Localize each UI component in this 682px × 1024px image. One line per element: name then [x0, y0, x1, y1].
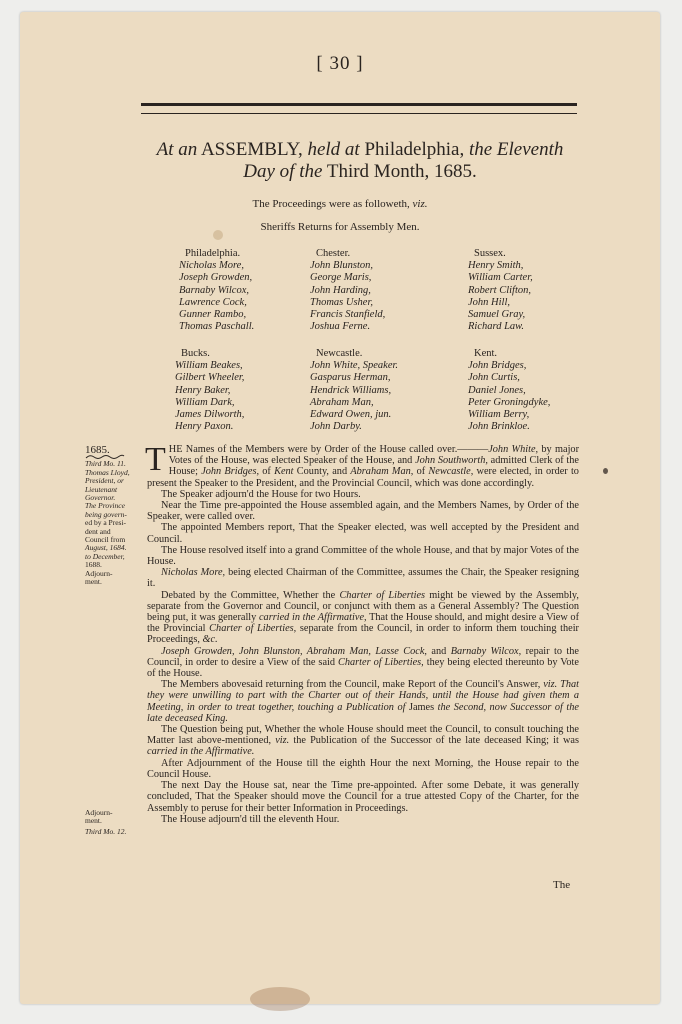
- margin-line: Adjourn-: [85, 808, 113, 817]
- text-run: being elected Chairman of the Committee, assumes the Chair, the Speaker resigning it.: [147, 567, 579, 590]
- county-chester: [310, 248, 385, 333]
- margin-line: Council from: [85, 535, 126, 545]
- italic-run: carried in the Affirmative.: [147, 746, 255, 758]
- margin-note-adjournment: [85, 809, 147, 826]
- margin-line: The Province: [85, 501, 125, 511]
- margin-line: President, or: [85, 476, 124, 486]
- text-run: HE Names of the Members were by Order of the House called over.———: [168, 444, 489, 455]
- member-name: Samuel Gray,: [468, 309, 526, 321]
- member-name: Thomas Paschall.: [179, 321, 255, 333]
- margin-line: Third Mo. 11.: [85, 459, 126, 469]
- text-run: County, and: [293, 466, 351, 478]
- italic-run: John White,: [488, 444, 539, 455]
- italic-run: Charter of Liberties,: [209, 623, 297, 635]
- text-run: of: [259, 466, 275, 478]
- text-run: of: [413, 466, 429, 478]
- county-heading: Newcastle.: [316, 348, 363, 359]
- county-heading: Sussex.: [474, 248, 506, 259]
- margin-lines-4: [85, 528, 147, 545]
- margin-line: being govern-: [85, 509, 127, 519]
- county-heading: Kent.: [474, 348, 498, 359]
- italic-run: &c.: [202, 634, 218, 646]
- member-name: William Berry,: [468, 409, 530, 421]
- county-newcastle: [310, 348, 398, 433]
- stain-bottom: [250, 987, 310, 1011]
- italic-run: Barnaby Wilcox,: [450, 645, 522, 657]
- margin-lines-5: [85, 544, 147, 561]
- margin-line: Thomas Lloyd,: [85, 467, 130, 477]
- member-name: Henry Paxon.: [175, 421, 234, 433]
- margin-lines-2: [85, 469, 147, 519]
- member-name: Francis Stanfield,: [310, 309, 386, 321]
- county-heading: Chester.: [316, 248, 351, 259]
- margin-lines-6: [85, 561, 147, 586]
- text-run: The next Day the House sat, near the Time pre-appointed. After some Debate, it was generally concluded, That the Speaker should move the Council for a true attested Copy of the Charter, for the Assembly to peruse for their better Information in Proceedings.: [147, 780, 579, 814]
- italic-run: Charter of Liberties,: [338, 656, 424, 668]
- italic-run: John Bridges,: [201, 466, 260, 478]
- text-run: James: [405, 701, 438, 713]
- paragraph-3: [147, 500, 579, 522]
- county-sussex: [468, 248, 533, 333]
- member-name: Richard Law.: [468, 321, 525, 333]
- margin-line: to December,: [85, 551, 125, 561]
- member-name: George Maris,: [310, 272, 372, 284]
- member-name: John Brinkloe.: [468, 421, 530, 433]
- text-run: might be viewed by the Assembly, separate from the Governor and Council, or conjunct with them as a General Assembly? The Question being put, it was generally: [147, 589, 579, 624]
- member-name: Henry Baker,: [175, 384, 231, 396]
- member-name: William Dark,: [175, 396, 235, 408]
- margin-line: dent and: [85, 526, 111, 536]
- italic-run: viz.: [275, 735, 290, 747]
- text-run: The Members abovesaid returning from the Council, make Report of the Council's Answer,: [161, 679, 544, 691]
- drop-cap: T: [145, 441, 166, 478]
- margin-line: ment.: [85, 816, 102, 826]
- member-name: John Hill,: [468, 296, 510, 308]
- member-name: John Curtis,: [468, 372, 520, 384]
- paragraph-11: [147, 758, 579, 780]
- text-run: That the House should, and might desire a View of the Provincial: [147, 612, 579, 635]
- member-name: Gunner Rambo,: [179, 309, 247, 321]
- italic-run: viz. That they were unwilling to part with the Charter out of their Hands, until the House had given them a Meeting, in order to treat together, touching a Publication of: [147, 679, 579, 713]
- text-run: The Speaker adjourn'd the House for two Hours.: [161, 488, 361, 500]
- italic-run: the Second, now Successor of the late deceased King.: [147, 701, 579, 724]
- member-name: Lawrence Cock,: [179, 296, 247, 308]
- margin-line: ed by a Presi-: [85, 518, 127, 528]
- text-run: they being elected thereunto by Vote of the House.: [147, 656, 579, 680]
- member-name: Peter Groningdyke,: [468, 396, 551, 408]
- paragraph-13: [147, 814, 579, 825]
- paragraph-1: [145, 441, 580, 489]
- proceedings-text: [145, 441, 580, 825]
- county-heading: Bucks.: [181, 348, 210, 359]
- ink-dot: [603, 468, 608, 474]
- paragraph-2: [147, 489, 579, 500]
- paragraph-6: [147, 567, 579, 589]
- page-title: At an ASSEMBLY, held at Philadelphia, the Eleventh Day of the Third Month, 1685.: [156, 139, 564, 182]
- text-run: the Publication of the Successor of the late deceased King; it was: [289, 735, 579, 747]
- margin-line: Adjourn-: [85, 568, 113, 578]
- italic-run: Nicholas More,: [161, 567, 226, 579]
- text-run: repair to the Council, in order to desire a View of the said: [147, 645, 579, 668]
- text-run: The Question being put, Whether the whole House should meet the Council, to consult touching the Matter last above-mentioned,: [147, 724, 579, 747]
- member-name: Hendrick Williams,: [310, 384, 392, 396]
- italic-run: Joseph Growden, John Blunston, Abraham Man, Lasse Cock,: [161, 645, 427, 657]
- member-name: Gilbert Wheeler,: [175, 372, 245, 384]
- member-name: Thomas Usher,: [310, 296, 374, 308]
- margin-line: ment.: [85, 577, 102, 587]
- member-name: William Carter,: [468, 272, 533, 284]
- member-name: Gasparus Herman,: [310, 372, 391, 384]
- member-name: Robert Clifton,: [468, 284, 531, 296]
- member-name: Daniel Jones,: [468, 384, 526, 396]
- italic-run: John Southworth,: [415, 455, 488, 467]
- margin-line: August, 1684.: [85, 543, 127, 553]
- county-kent: [468, 348, 550, 433]
- paragraph-7: [147, 590, 579, 646]
- member-name: John Blunston,: [310, 260, 373, 272]
- member-name: Joshua Ferne.: [310, 321, 371, 333]
- text-run: were elected, in order to present the Speaker to the President, and the Provincial Council, which was done accordingly.: [147, 466, 579, 489]
- text-run: separate from the Council, in order to inform them touching their Proceedings,: [147, 623, 579, 646]
- paragraph-12: [147, 780, 579, 814]
- document-page: [20, 12, 660, 1004]
- margin-line: 1688.: [85, 560, 102, 570]
- county-bucks: [175, 348, 244, 433]
- italic-run: Charter of Liberties: [339, 589, 426, 601]
- text-run: The House adjourn'd till the eleventh Hour.: [161, 813, 340, 825]
- text-run: admitted Clerk of the House;: [168, 455, 580, 478]
- member-name: Nicholas More,: [179, 260, 244, 272]
- text-run: After Adjournment of the House till the eighth Hour the next Morning, the House repair to the Council House.: [147, 757, 579, 780]
- county-philadelphia: [179, 248, 254, 333]
- margin-note-dates: [85, 446, 147, 587]
- italic-run: carried in the Affirmative,: [258, 612, 367, 624]
- margin-note-third-mo-12: Third Mo. 12.: [85, 827, 127, 836]
- member-name: William Beakes,: [175, 360, 243, 372]
- member-name: John Darby.: [310, 421, 362, 433]
- sheriffs-returns-line: Sheriffs Returns for Assembly Men.: [260, 221, 420, 233]
- member-name: John Harding,: [310, 284, 371, 296]
- member-name: Barnaby Wilcox,: [179, 284, 249, 296]
- margin-year: 1685.: [85, 444, 110, 456]
- text-run: The appointed Members report, That the Speaker elected, was well accepted by the President and Council.: [147, 522, 579, 545]
- text-run: Near the Time pre-appointed the House assembled again, and the Members Names, by Order of the Speaker, were called over.: [147, 500, 579, 523]
- text-run: The House resolved itself into a grand Committee of the whole House, and that by major Votes of the House.: [147, 544, 579, 568]
- paragraph-9: [147, 679, 579, 724]
- county-heading: Philadelphia.: [185, 248, 241, 259]
- margin-line: Lieutenant: [85, 484, 118, 494]
- page-number: [ 30 ]: [316, 53, 364, 74]
- member-name: John White, Speaker.: [310, 360, 399, 372]
- italic-run: Newcastle,: [428, 466, 474, 478]
- margin-line: Governor.: [85, 493, 116, 503]
- paragraph-10: [147, 724, 579, 758]
- member-name: Henry Smith,: [468, 260, 524, 272]
- header-rule-thick: [141, 103, 577, 106]
- member-name: Joseph Growden,: [179, 272, 253, 284]
- header-rule-thin: [141, 113, 577, 114]
- member-name: James Dilworth,: [175, 409, 245, 421]
- paragraph-5: [147, 545, 579, 567]
- proceedings-line: The Proceedings were as followeth, viz.: [252, 198, 428, 210]
- text-run: by major Votes of the House, was elected Speaker of the House, and: [168, 444, 580, 467]
- italic-run: Abraham Man,: [350, 466, 414, 478]
- text-run: and: [426, 645, 451, 657]
- text-run: Debated by the Committee, Whether the: [161, 589, 340, 601]
- member-name: Edward Owen, jun.: [310, 409, 392, 421]
- member-name: Abraham Man,: [310, 396, 374, 408]
- paragraph-4: [147, 522, 579, 544]
- italic-run: Kent: [274, 466, 294, 478]
- paragraph-8: [147, 646, 579, 680]
- catchword: The: [553, 879, 571, 891]
- member-name: John Bridges,: [468, 360, 527, 372]
